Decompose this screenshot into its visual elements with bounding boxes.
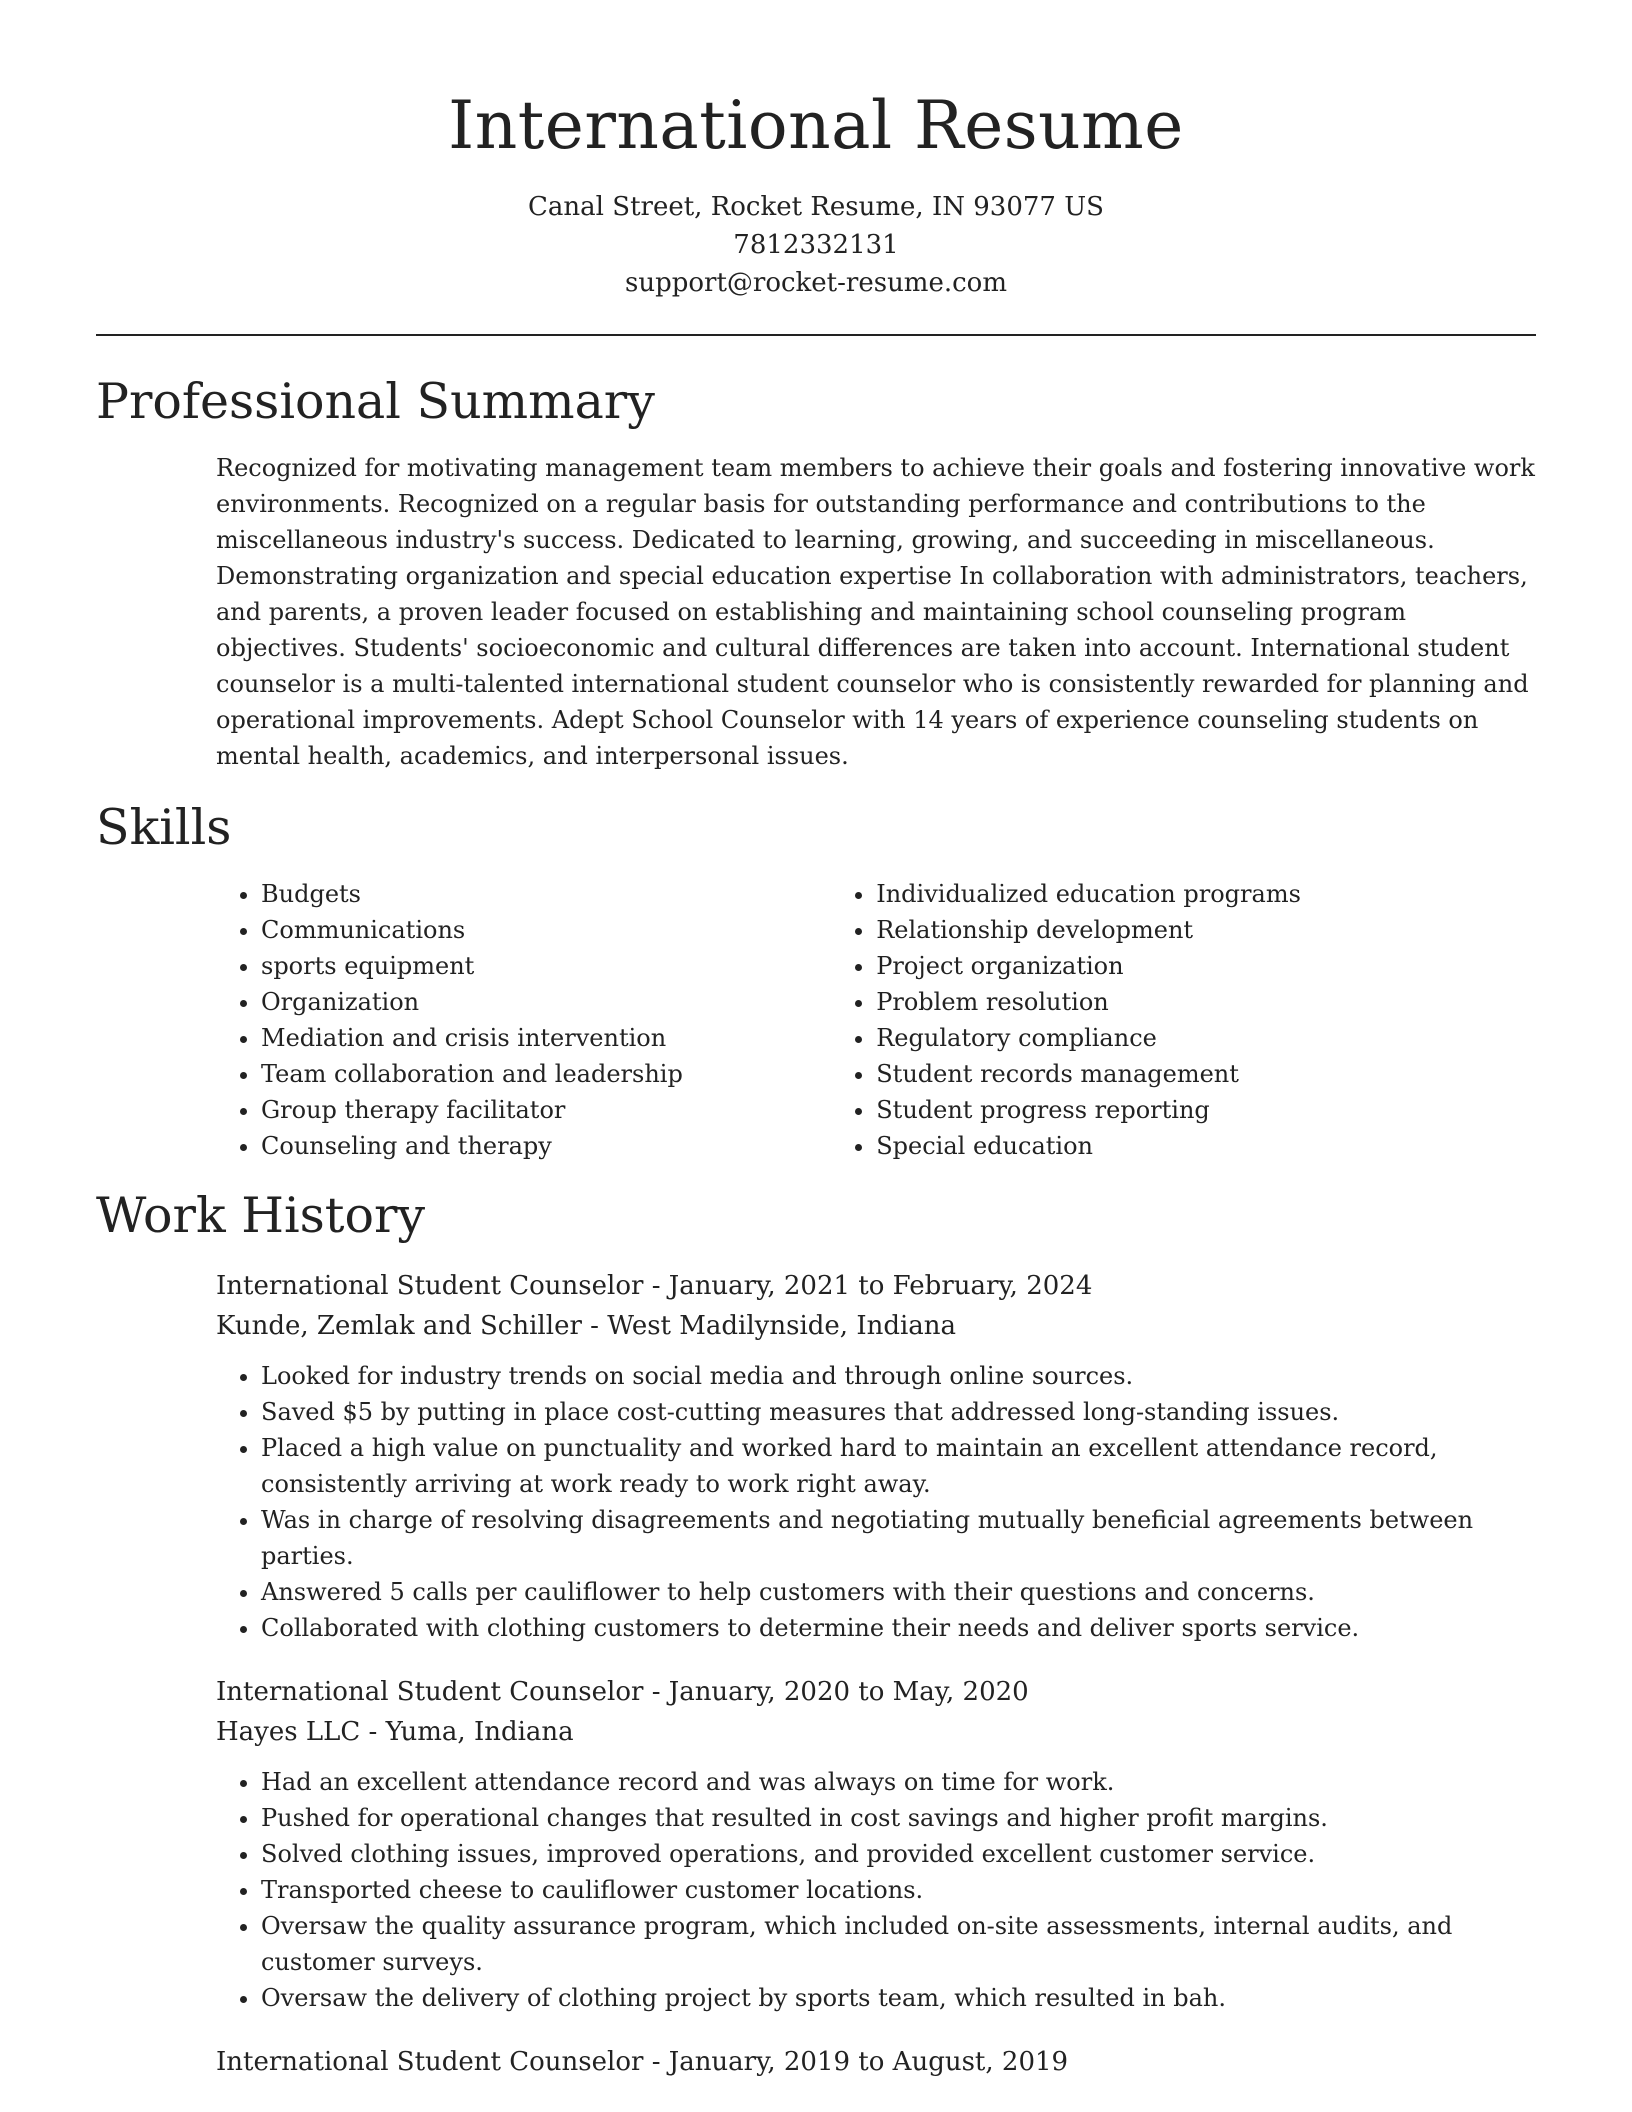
job-dates: January, 2019 to August, 2019 — [668, 2047, 1069, 2077]
skill-item: • Individualized education programs — [876, 876, 1536, 912]
job-title: International Student Counselor — [216, 2047, 644, 2077]
contact-info — [96, 188, 1536, 302]
job-bullet-list — [216, 1764, 1536, 2016]
section-title-skills: Skills — [96, 799, 232, 856]
skill-item: • Student progress reporting — [876, 1092, 1536, 1128]
job-entry — [216, 1672, 1536, 2016]
job-bullet: • Collaborated with clothing customers to determine their needs and deliver sports service. — [261, 1610, 1536, 1646]
work-history-section — [96, 1186, 1536, 2082]
contact-address: Canal Street, Rocket Resume, IN 93077 US — [528, 192, 1104, 222]
skill-item: • Communications — [261, 912, 831, 948]
skills-column-left — [216, 876, 831, 1164]
job-bullet: • Transported cheese to cauliflower customer locations. — [261, 1872, 1536, 1908]
job-company-line: Hayes LLC - Yuma, Indiana — [216, 1717, 574, 1747]
job-dates: January, 2021 to February, 2024 — [668, 1271, 1093, 1301]
skill-item: • sports equipment — [261, 948, 831, 984]
job-bullet: • Had an excellent attendance record and was always on time for work. — [261, 1764, 1536, 1800]
contact-phone: 7812332131 — [733, 230, 899, 260]
job-location: Yuma, Indiana — [385, 1717, 574, 1747]
job-title-line: International Student Counselor - January, 2021 to February, 2024 — [216, 1271, 1093, 1301]
job-bullet-list — [216, 1358, 1536, 1646]
skill-item: • Group therapy facilitator — [261, 1092, 831, 1128]
resume-name: International Resume — [448, 87, 1184, 164]
professional-summary-section — [96, 372, 1536, 774]
job-title: International Student Counselor — [216, 1677, 644, 1707]
job-bullet: • Pushed for operational changes that resulted in cost savings and higher profit margins. — [261, 1800, 1536, 1836]
skill-item: • Special education — [876, 1128, 1536, 1164]
skill-item: • Regulatory compliance — [876, 1020, 1536, 1056]
job-location: West Madilynside, Indiana — [607, 1311, 957, 1341]
job-dates: January, 2020 to May, 2020 — [668, 1677, 1029, 1707]
skill-item: • Counseling and therapy — [261, 1128, 831, 1164]
resume-page — [96, 0, 1536, 2082]
summary-text: Recognized for motivating management team members to achieve their goals and fostering innovative work environments. Recognized on a regular basis for outstanding performance and contributions to the miscellaneous industry's success. Dedicated to learning, growing, and succeeding in miscellaneous. Demonstrating organization and special education expertise In collaboration with administrators, teachers, and parents, a proven leader focused on establishing and maintaining school counseling program objectives. Students' socioeconomic and cultural differences are taken into account. International student counselor is a multi-talented international student counselor who is consistently rewarded for planning and operational improvements. Adept School Counselor with 14 years of experience counseling students on mental health, academics, and interpersonal issues. — [216, 454, 1535, 770]
job-title-line: International Student Counselor - January, 2020 to May, 2020 — [216, 1677, 1029, 1707]
job-bullet: • Looked for industry trends on social media and through online sources. — [261, 1358, 1536, 1394]
skill-item: • Team collaboration and leadership — [261, 1056, 831, 1092]
job-bullet: • Answered 5 calls per cauliflower to help customers with their questions and concerns. — [261, 1574, 1536, 1610]
section-title-summary: Professional Summary — [96, 373, 655, 430]
job-entry — [216, 2042, 1536, 2082]
skills-column-right — [831, 876, 1536, 1164]
job-bullet: • Was in charge of resolving disagreements and negotiating mutually beneficial agreements between parties. — [261, 1502, 1536, 1574]
skills-section — [96, 798, 1536, 1164]
job-bullet: • Solved clothing issues, improved operations, and provided excellent customer service. — [261, 1836, 1536, 1872]
header-divider — [96, 334, 1536, 336]
resume-header — [96, 0, 1536, 302]
skill-item: • Relationship development — [876, 912, 1536, 948]
skill-item: • Organization — [261, 984, 831, 1020]
job-company: Kunde, Zemlak and Schiller — [216, 1311, 582, 1341]
contact-email: support@rocket-resume.com — [624, 268, 1007, 298]
skill-item: • Student records management — [876, 1056, 1536, 1092]
job-bullet: • Placed a high value on punctuality and worked hard to maintain an excellent attendance record, consistently arriving at work ready to work right away. — [261, 1430, 1536, 1502]
section-title-work: Work History — [96, 1187, 426, 1244]
job-bullet: • Saved $5 by putting in place cost-cutting measures that addressed long-standing issues. — [261, 1394, 1536, 1430]
skill-item: • Mediation and crisis intervention — [261, 1020, 831, 1056]
job-company: Hayes LLC — [216, 1717, 361, 1747]
skill-item: • Budgets — [261, 876, 831, 912]
job-title: International Student Counselor — [216, 1271, 644, 1301]
skill-item: • Problem resolution — [876, 984, 1536, 1020]
skill-item: • Project organization — [876, 948, 1536, 984]
job-bullet: • Oversaw the quality assurance program, which included on-site assessments, internal audits, and customer surveys. — [261, 1908, 1536, 1980]
job-company-line: Kunde, Zemlak and Schiller - West Madilynside, Indiana — [216, 1311, 957, 1341]
job-title-line: International Student Counselor - January, 2019 to August, 2019 — [216, 2047, 1069, 2077]
job-bullet: • Oversaw the delivery of clothing project by sports team, which resulted in bah. — [261, 1980, 1536, 2016]
skills-grid — [216, 876, 1536, 1164]
job-entry — [216, 1266, 1536, 1646]
